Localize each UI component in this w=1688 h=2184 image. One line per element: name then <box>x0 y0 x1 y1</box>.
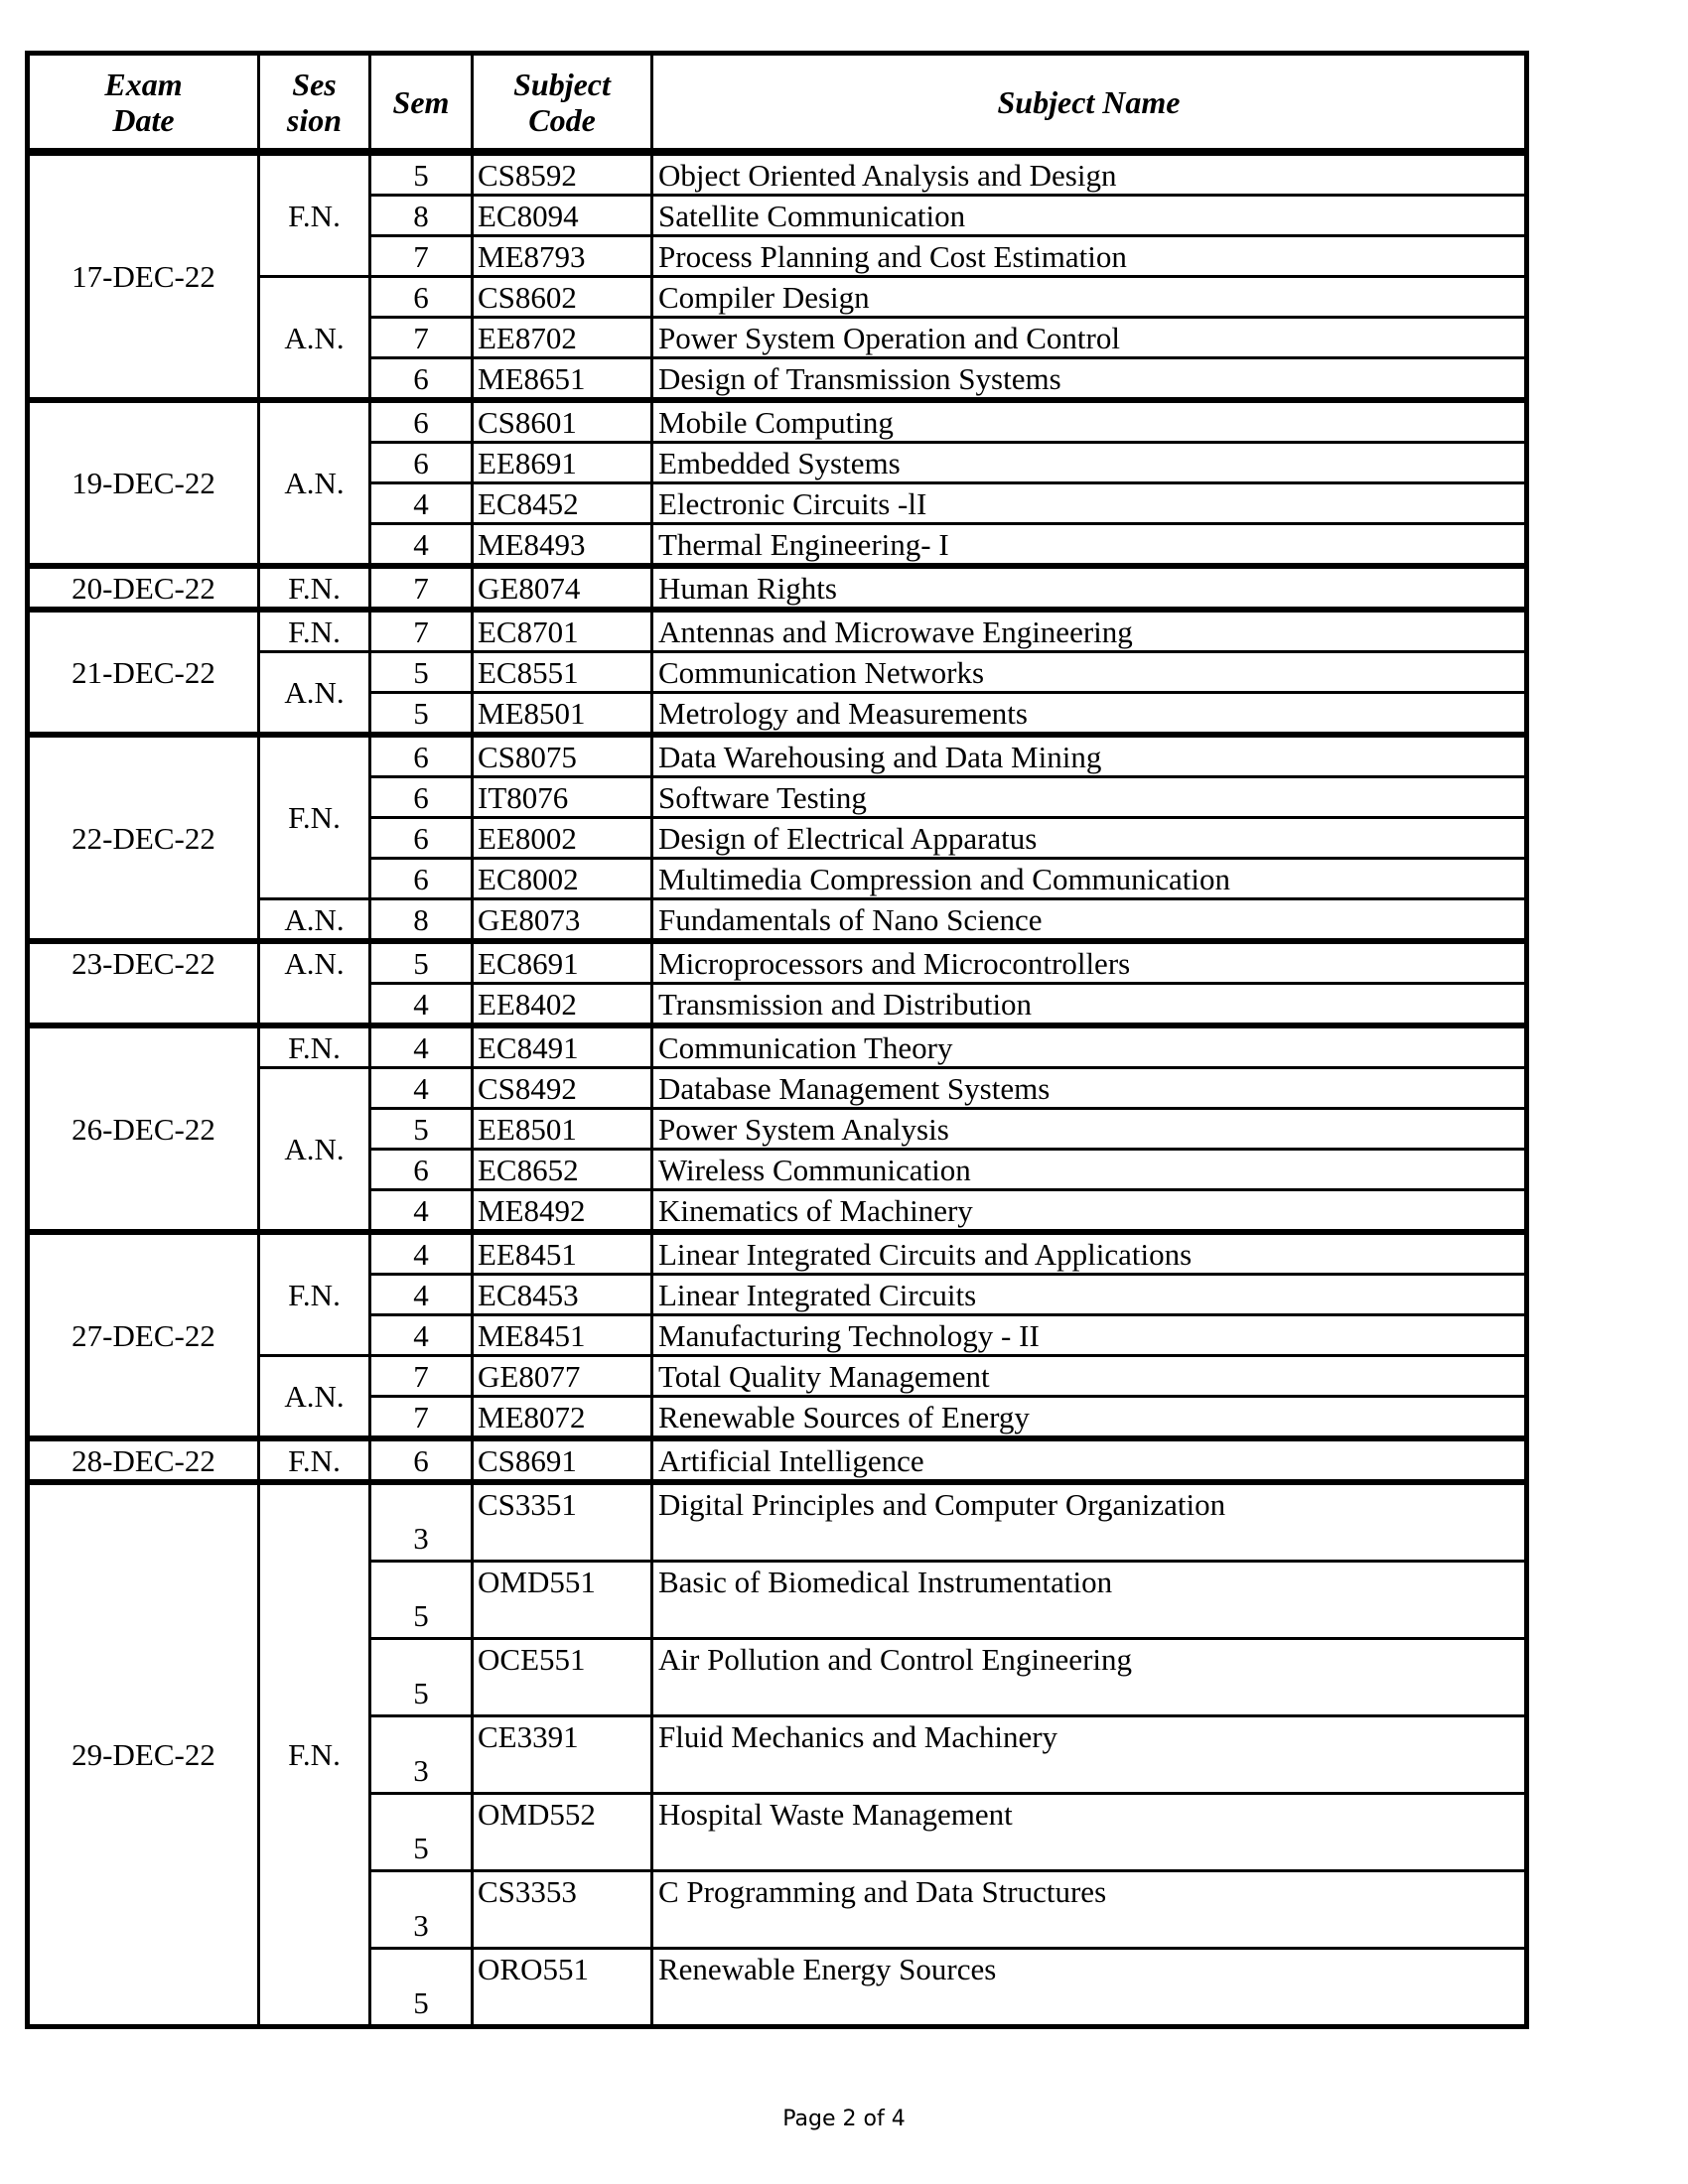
subject-code-cell: GE8074 <box>473 566 652 610</box>
header-subject-code <box>473 54 652 153</box>
exam-date-cell: 28-DEC-22 <box>28 1438 259 1482</box>
subject-code-cell: EE8702 <box>473 318 652 358</box>
subject-code-cell: EC8453 <box>473 1275 652 1315</box>
session-cell: A.N. <box>259 1356 370 1439</box>
subject-code-cell: ME8451 <box>473 1315 652 1356</box>
semester-cell: 4 <box>370 984 473 1026</box>
header-exam-date-line2: Date <box>112 101 175 138</box>
subject-code-cell: CS8691 <box>473 1438 652 1482</box>
table-row <box>28 735 1527 777</box>
exam-date-cell: 27-DEC-22 <box>28 1232 259 1438</box>
session-cell: F.N. <box>259 610 370 652</box>
subject-code-cell: ME8651 <box>473 358 652 401</box>
subject-name-cell: Power System Operation and Control <box>652 318 1527 358</box>
session-cell: F.N. <box>259 1438 370 1482</box>
session-cell: A.N. <box>259 400 370 566</box>
subject-name-cell: Linear Integrated Circuits and Applications <box>652 1232 1527 1275</box>
semester-cell: 4 <box>370 1190 473 1233</box>
subject-code-cell: ME8501 <box>473 693 652 736</box>
subject-name-cell: Compiler Design <box>652 277 1527 318</box>
subject-code-cell: ME8493 <box>473 524 652 567</box>
header-exam-date-line1: Exam <box>104 66 183 102</box>
semester-cell: 6 <box>370 859 473 899</box>
semester-cell: 7 <box>370 1356 473 1397</box>
semester-cell: 5 <box>370 652 473 693</box>
semester-cell: 7 <box>370 566 473 610</box>
subject-name-cell: Multimedia Compression and Communication <box>652 859 1527 899</box>
semester-cell: 7 <box>370 610 473 652</box>
subject-code-cell: ME8492 <box>473 1190 652 1233</box>
table-row <box>28 566 1527 610</box>
subject-name-cell: Transmission and Distribution <box>652 984 1527 1026</box>
table-row <box>28 1232 1527 1275</box>
semester-cell: 6 <box>370 1438 473 1482</box>
exam-date-cell: 20-DEC-22 <box>28 566 259 610</box>
semester-cell: 3 <box>370 1871 473 1949</box>
subject-code-cell: EC8452 <box>473 483 652 524</box>
session-cell: F.N. <box>259 152 370 277</box>
subject-name-cell: Total Quality Management <box>652 1356 1527 1397</box>
subject-name-cell: Antennas and Microwave Engineering <box>652 610 1527 652</box>
subject-code-cell: CS3353 <box>473 1871 652 1949</box>
semester-cell: 4 <box>370 1275 473 1315</box>
semester-cell: 7 <box>370 318 473 358</box>
page-number: Page 2 of 4 <box>782 2107 906 2131</box>
table-row <box>28 1025 1527 1068</box>
subject-code-cell: CE3391 <box>473 1716 652 1794</box>
exam-date-cell: 22-DEC-22 <box>28 735 259 941</box>
subject-name-cell: Artificial Intelligence <box>652 1438 1527 1482</box>
session-cell: A.N. <box>259 277 370 401</box>
subject-code-cell: ME8072 <box>473 1397 652 1439</box>
semester-cell: 8 <box>370 196 473 236</box>
semester-cell: 4 <box>370 524 473 567</box>
subject-name-cell: Fluid Mechanics and Machinery <box>652 1716 1527 1794</box>
semester-cell: 5 <box>370 1639 473 1716</box>
subject-name-cell: Air Pollution and Control Engineering <box>652 1639 1527 1716</box>
subject-name-cell: Renewable Sources of Energy <box>652 1397 1527 1439</box>
subject-code-cell: EE8002 <box>473 818 652 859</box>
subject-code-cell: EE8402 <box>473 984 652 1026</box>
semester-cell: 3 <box>370 1716 473 1794</box>
session-cell: A.N. <box>259 899 370 942</box>
semester-cell: 5 <box>370 1949 473 2027</box>
session-cell: F.N. <box>259 1232 370 1356</box>
subject-name-cell: C Programming and Data Structures <box>652 1871 1527 1949</box>
header-subject-code-line1: Subject <box>513 66 611 102</box>
semester-cell: 5 <box>370 1794 473 1871</box>
subject-code-cell: GE8073 <box>473 899 652 942</box>
subject-code-cell: EE8501 <box>473 1109 652 1150</box>
subject-code-cell: CS8075 <box>473 735 652 777</box>
timetable-body <box>28 152 1527 2027</box>
semester-cell: 6 <box>370 358 473 401</box>
subject-code-cell: EC8691 <box>473 941 652 984</box>
subject-name-cell: Microprocessors and Microcontrollers <box>652 941 1527 984</box>
table-row <box>28 610 1527 652</box>
subject-name-cell: Data Warehousing and Data Mining <box>652 735 1527 777</box>
session-cell: A.N. <box>259 652 370 736</box>
subject-name-cell: Kinematics of Machinery <box>652 1190 1527 1233</box>
subject-code-cell: IT8076 <box>473 777 652 818</box>
semester-cell: 6 <box>370 818 473 859</box>
subject-name-cell: Object Oriented Analysis and Design <box>652 152 1527 196</box>
session-cell: F.N. <box>259 735 370 899</box>
subject-code-cell: GE8077 <box>473 1356 652 1397</box>
subject-name-cell: Power System Analysis <box>652 1109 1527 1150</box>
subject-name-cell: Software Testing <box>652 777 1527 818</box>
subject-name-cell: Renewable Energy Sources <box>652 1949 1527 2027</box>
subject-code-cell: ORO551 <box>473 1949 652 2027</box>
subject-code-cell: EC8002 <box>473 859 652 899</box>
header-session-line2: sion <box>286 101 343 138</box>
header-session-line1: Ses <box>292 66 337 102</box>
header-exam-date <box>28 54 259 153</box>
exam-date-cell: 21-DEC-22 <box>28 610 259 735</box>
subject-code-cell: EE8691 <box>473 443 652 483</box>
subject-name-cell: Process Planning and Cost Estimation <box>652 236 1527 277</box>
subject-code-cell: CS8601 <box>473 400 652 443</box>
subject-code-cell: EC8701 <box>473 610 652 652</box>
semester-cell: 5 <box>370 152 473 196</box>
subject-name-cell: Communication Networks <box>652 652 1527 693</box>
semester-cell: 6 <box>370 443 473 483</box>
header-sem: Sem <box>370 54 473 153</box>
table-row <box>28 941 1527 984</box>
session-cell: A.N. <box>259 941 370 1025</box>
semester-cell: 4 <box>370 483 473 524</box>
subject-code-cell: OMD551 <box>473 1562 652 1639</box>
subject-code-cell: CS3351 <box>473 1482 652 1562</box>
subject-code-cell: EC8551 <box>473 652 652 693</box>
subject-name-cell: Fundamentals of Nano Science <box>652 899 1527 942</box>
exam-timetable-page <box>25 51 1524 2029</box>
subject-name-cell: Design of Transmission Systems <box>652 358 1527 401</box>
subject-name-cell: Manufacturing Technology - II <box>652 1315 1527 1356</box>
subject-name-cell: Database Management Systems <box>652 1068 1527 1109</box>
semester-cell: 6 <box>370 400 473 443</box>
subject-name-cell: Thermal Engineering- I <box>652 524 1527 567</box>
subject-code-cell: EE8451 <box>473 1232 652 1275</box>
exam-date-cell: 26-DEC-22 <box>28 1025 259 1232</box>
subject-code-cell: ME8793 <box>473 236 652 277</box>
semester-cell: 6 <box>370 277 473 318</box>
subject-code-cell: OCE551 <box>473 1639 652 1716</box>
subject-name-cell: Mobile Computing <box>652 400 1527 443</box>
semester-cell: 7 <box>370 236 473 277</box>
session-cell: F.N. <box>259 1025 370 1068</box>
subject-name-cell: Metrology and Measurements <box>652 693 1527 736</box>
subject-code-cell: EC8491 <box>473 1025 652 1068</box>
subject-name-cell: Human Rights <box>652 566 1527 610</box>
semester-cell: 5 <box>370 1562 473 1639</box>
subject-code-cell: OMD552 <box>473 1794 652 1871</box>
subject-name-cell: Design of Electrical Apparatus <box>652 818 1527 859</box>
exam-date-cell: 23-DEC-22 <box>28 941 259 1025</box>
subject-code-cell: CS8592 <box>473 152 652 196</box>
header-subject-code-line2: Code <box>528 101 596 138</box>
semester-cell: 6 <box>370 735 473 777</box>
semester-cell: 6 <box>370 777 473 818</box>
subject-name-cell: Satellite Communication <box>652 196 1527 236</box>
semester-cell: 5 <box>370 1109 473 1150</box>
session-cell: F.N. <box>259 1482 370 2027</box>
semester-cell: 6 <box>370 1150 473 1190</box>
subject-name-cell: Embedded Systems <box>652 443 1527 483</box>
header-subject-name: Subject Name <box>652 54 1527 153</box>
subject-code-cell: EC8652 <box>473 1150 652 1190</box>
semester-cell: 3 <box>370 1482 473 1562</box>
exam-date-cell: 17-DEC-22 <box>28 152 259 400</box>
session-cell: F.N. <box>259 566 370 610</box>
header-session <box>259 54 370 153</box>
subject-name-cell: Wireless Communication <box>652 1150 1527 1190</box>
subject-code-cell: EC8094 <box>473 196 652 236</box>
semester-cell: 5 <box>370 941 473 984</box>
semester-cell: 5 <box>370 693 473 736</box>
subject-name-cell: Digital Principles and Computer Organization <box>652 1482 1527 1562</box>
table-row <box>28 1482 1527 1562</box>
subject-code-cell: CS8492 <box>473 1068 652 1109</box>
subject-name-cell: Electronic Circuits -lI <box>652 483 1527 524</box>
exam-date-cell: 19-DEC-22 <box>28 400 259 566</box>
semester-cell: 4 <box>370 1315 473 1356</box>
exam-timetable <box>25 51 1529 2029</box>
subject-name-cell: Basic of Biomedical Instrumentation <box>652 1562 1527 1639</box>
exam-date-cell: 29-DEC-22 <box>28 1482 259 2027</box>
semester-cell: 7 <box>370 1397 473 1439</box>
semester-cell: 4 <box>370 1068 473 1109</box>
subject-code-cell: CS8602 <box>473 277 652 318</box>
subject-name-cell: Hospital Waste Management <box>652 1794 1527 1871</box>
subject-name-cell: Communication Theory <box>652 1025 1527 1068</box>
subject-name-cell: Linear Integrated Circuits <box>652 1275 1527 1315</box>
semester-cell: 8 <box>370 899 473 942</box>
table-row <box>28 152 1527 196</box>
semester-cell: 4 <box>370 1025 473 1068</box>
semester-cell: 4 <box>370 1232 473 1275</box>
header-row <box>28 54 1527 153</box>
session-cell: A.N. <box>259 1068 370 1233</box>
table-row <box>28 1438 1527 1482</box>
table-row <box>28 400 1527 443</box>
